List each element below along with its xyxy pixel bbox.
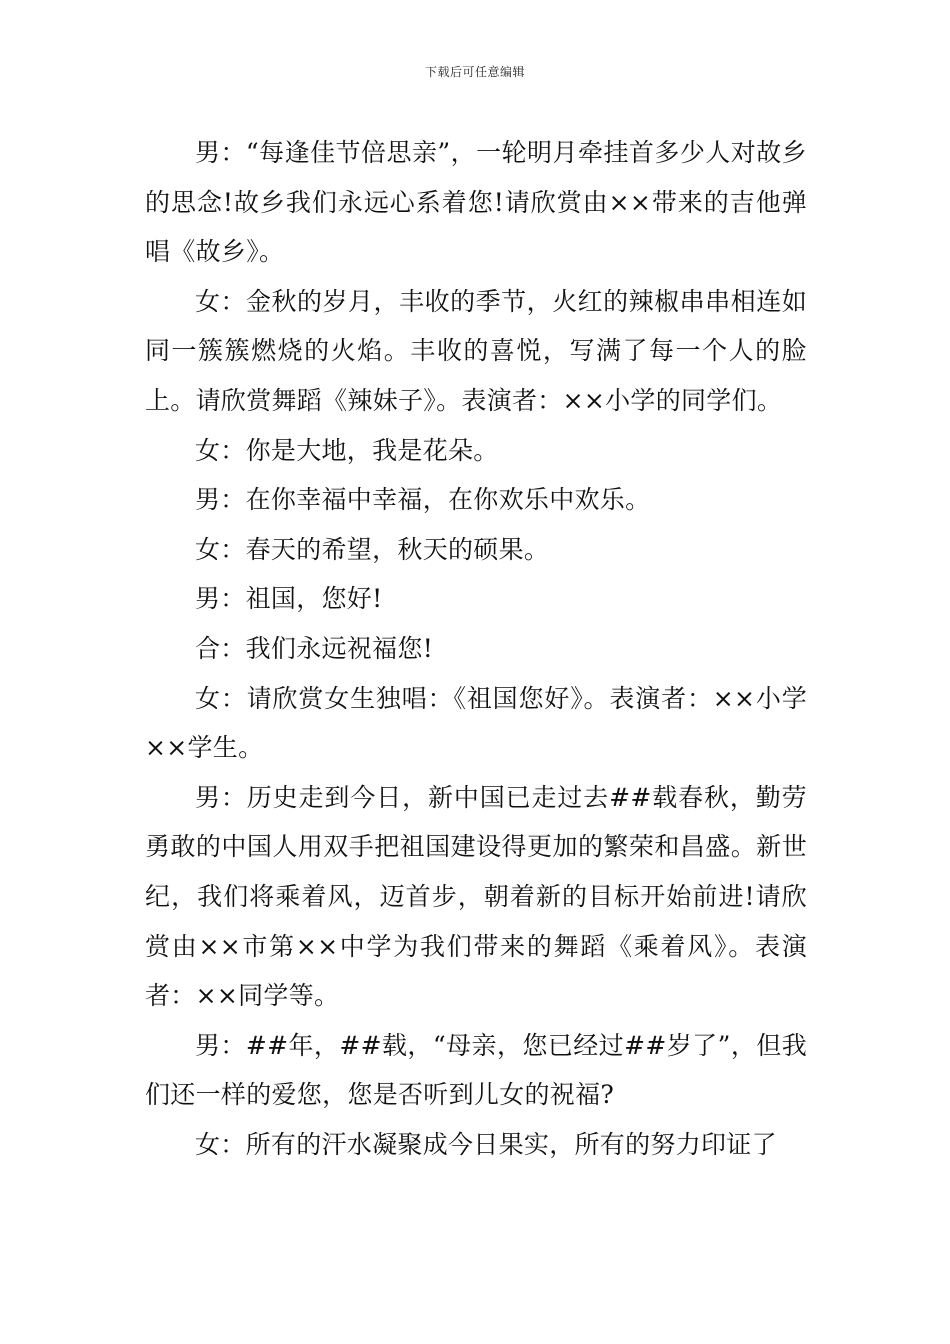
page-header: 下载后可任意编辑 <box>424 65 525 79</box>
paragraph: 男：历史走到今日，新中国已走过去##载春秋，勤劳勇敢的中国人用双手把祖国建设得更加的繁荣和昌盛。新世纪，我们将乘着风，迈首步，朝着新的目标开始前进!请欣赏由××市第××中学为我们带来的舞蹈《乘着风》。表演者：××同学等。 <box>145 782 807 1011</box>
paragraph: 男：“每逢佳节倍思亲”，一轮明月牵挂首多少人对故乡的思念!故乡我们永远心系着您!请欣赏由××带来的吉他弹唱《故乡》。 <box>145 138 807 267</box>
paragraph: 合：我们永远祝福您! <box>195 633 434 663</box>
document-body <box>145 128 807 1169</box>
paragraph: 男：在你幸福中幸福，在你欢乐中欢乐。 <box>195 485 651 515</box>
paragraph: 女：所有的汗水凝聚成今日果实，所有的努力印证了 <box>195 1129 777 1159</box>
paragraph: 女：春天的希望，秋天的硕果。 <box>195 534 550 564</box>
paragraph: 男：祖国，您好! <box>195 584 383 614</box>
paragraph: 女：金秋的岁月，丰收的季节，火红的辣椒串串相连如同一簇簇燃烧的火焰。丰收的喜悦，写满了每一个人的脸上。请欣赏舞蹈《辣妹子》。表演者：××小学的同学们。 <box>145 286 807 415</box>
paragraph: 男：##年，##载，“母亲，您已经过##岁了”，但我们还一样的爱您，您是否听到儿女的祝福? <box>145 1030 807 1110</box>
paragraph: 女：你是大地，我是花朵。 <box>195 435 499 465</box>
paragraph: 女：请欣赏女生独唱：《祖国您好》。表演者：××小学××学生。 <box>145 683 807 763</box>
